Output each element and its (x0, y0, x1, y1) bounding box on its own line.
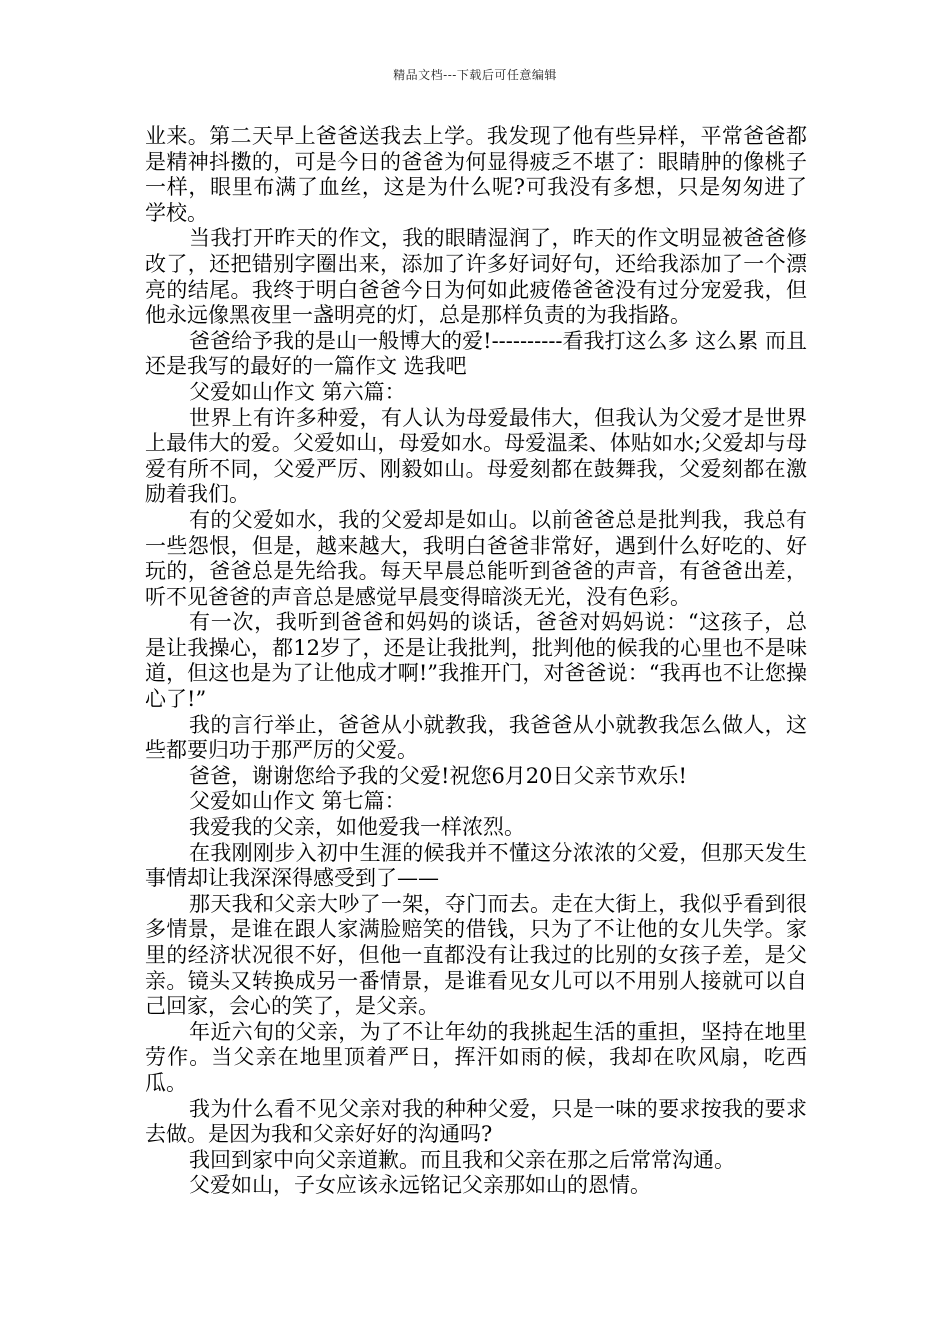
page-header: 精品文档---下载后可任意编辑 (393, 68, 557, 82)
paragraph: 那天我和父亲大吵了一架，夺门而去。走在大街上，我似乎看到很多情景，是谁在跟人家满脸赔笑的借钱，只为了不让他的女儿失学。家里的经济状况很不好，但他一直都没有让我过的比别的女孩子差，是父亲。镜头又转换成另一番情景，是谁看见女儿可以不用别人接就可以自己回家，会心的笑了，是父亲。 (145, 891, 807, 1019)
paragraph: 有的父爱如水，我的父爱却是如山。以前爸爸总是批判我，我总有一些怨恨，但是，越来越大，我明白爸爸非常好，遇到什么好吃的、好玩的，爸爸总是先给我。每天早晨总能听到爸爸的声音，有爸爸出差，听不见爸爸的声音总是感觉早晨变得暗淡无光，没有色彩。 (145, 507, 807, 609)
paragraph: 当我打开昨天的作文，我的眼睛湿润了，昨天的作文明显被爸爸修改了，还把错别字圈出来，添加了许多好词好句，还给我添加了一个漂亮的结尾。我终于明白爸爸今日为何如此疲倦爸爸没有过分宠爱我，但他永远像黑夜里一盏明亮的灯，总是那样负责的为我指路。 (145, 226, 807, 328)
paragraph: 我回到家中向父亲道歉。而且我和父亲在那之后常常沟通。 (189, 1147, 735, 1172)
paragraph: 业来。第二天早上爸爸送我去上学。我发现了他有些异样，平常爸爸都是精神抖擞的，可是今日的爸爸为何显得疲乏不堪了：眼睛肿的像桃子一样，眼里布满了血丝，这是为什么呢?可我没有多想，只是匆匆进了学校。 (145, 124, 807, 225)
paragraph: 在我刚刚步入初中生涯的候我并不懂这分浓浓的父爱，但那天发生事情却让我深深得感受到了—— (145, 840, 807, 891)
paragraph: 父爱如山，子女应该永远铭记父亲那如山的恩情。 (189, 1173, 651, 1198)
section-heading: 父爱如山作文 第七篇： (189, 789, 406, 814)
paragraph: 年近六旬的父亲，为了不让年幼的我挑起生活的重担，坚持在地里劳作。当父亲在地里顶着严日，挥汗如雨的候，我却在吹风扇，吃西瓜。 (145, 1019, 807, 1095)
paragraph: 有一次，我听到爸爸和妈妈的谈话，爸爸对妈妈说：“这孩子，总是让我操心，都12岁了，还是让我批判，批判他的候我的心里也不是味道，但这也是为了让他成才啊!”我推开门，对爸爸说：“我再也不让您操心了!” (145, 610, 807, 712)
document-body (145, 124, 807, 1199)
paragraph: 爸爸，谢谢您给予我的父爱!祝您6月20日父亲节欢乐! (189, 763, 687, 788)
paragraph: 我的言行举止，爸爸从小就教我，我爸爸从小就教我怎么做人，这些都要归功于那严厉的父爱。 (145, 712, 807, 763)
section-heading: 父爱如山作文 第六篇： (189, 379, 406, 404)
paragraph: 我爱我的父亲，如他爱我一样浓烈。 (189, 815, 525, 840)
paragraph: 我为什么看不见父亲对我的种种父爱，只是一味的要求按我的要求去做。是因为我和父亲好好的沟通吗? (145, 1096, 807, 1147)
paragraph: 世界上有许多种爱，有人认为母爱最伟大，但我认为父爱才是世界上最伟大的爱。父爱如山，母爱如水。母爱温柔、体贴如水;父爱却与母爱有所不同，父爱严厉、刚毅如山。母爱刻都在鼓舞我，父爱刻都在激励着我们。 (145, 405, 807, 507)
paragraph: 爸爸给予我的是山一般博大的爱!----------看我打这么多 这么累 而且还是我写的最好的一篇作文 选我吧 (145, 328, 807, 379)
